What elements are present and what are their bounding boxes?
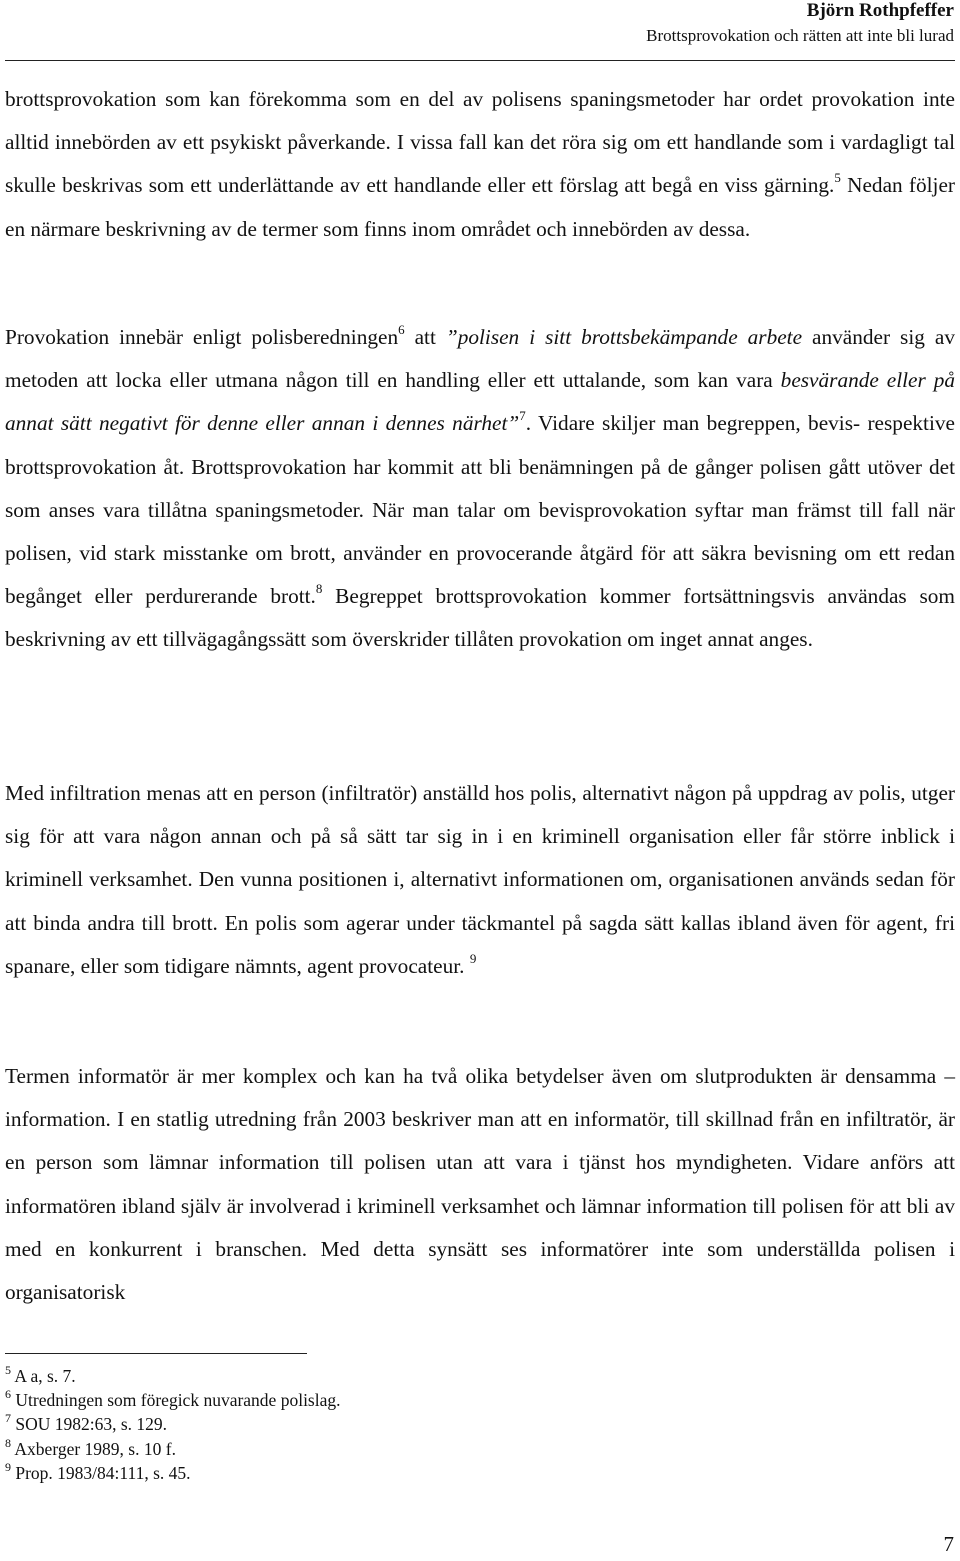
paragraph-4: [5, 1055, 955, 1314]
page-number: 7: [943, 1532, 954, 1556]
paragraph-text: Begreppet brottsprovokation kommer fortsättningsvis användas som beskrivning av ett tillvägagångssätt som överskrider tillåten provokation om inget annat anges.: [5, 584, 955, 652]
page-header: [646, 0, 954, 46]
paragraph-2: [5, 316, 955, 662]
footnote-text: SOU 1982:63, s. 129.: [15, 1414, 168, 1435]
footnote-number: 9: [5, 1459, 11, 1474]
paragraph-3: [5, 772, 955, 988]
footnote-text: Utredningen som föregick nuvarande polislag.: [15, 1390, 341, 1411]
paragraph-text: Provokation innebär enligt polisberedningen: [5, 325, 399, 349]
footnote-ref[interactable]: 6: [398, 322, 405, 337]
footnote: [5, 1437, 341, 1461]
quote-text: ”polisen i sitt brottsbekämpande arbete: [445, 325, 803, 349]
paragraph-text: brottsprovokation som kan förekomma som en del av polisens spaningsmetoder har ordet provokation inte alltid innebörden av ett psykiskt påverkande. I vissa fall kan det röra sig om ett handlande som i vardagligt tal skulle beskrivas som ett underlättande av ett handlande eller ett förslag att begå en viss gärning.: [5, 87, 955, 198]
footnote-number: 7: [5, 1411, 11, 1426]
quote-text: besvärande eller på annat sätt negativt för denne eller annan i dennes närhet”: [5, 368, 955, 436]
footnote-ref[interactable]: 5: [834, 170, 841, 186]
header-divider: [5, 60, 955, 61]
paragraph-text: Med infiltration menas att en person (infiltratör) anställd hos polis, alternativt någon på uppdrag av polis, utger sig för att vara någon annan och på så sätt tar sig in i en kriminell organisation eller får större inblick i kriminell verksamhet. Den vunna positionen i, alternativt informationen om, organisationen används sedan för att binda andra till brott. En polis som agerar under täckmantel på sagda sätt kallas ibland även för agent, fri spanare, eller som tidigare nämnts, agent provocateur.: [5, 781, 955, 978]
paragraph-1: [5, 78, 955, 251]
footnote-divider: [5, 1353, 307, 1354]
footnotes: [5, 1364, 341, 1485]
footnote-number: 8: [5, 1435, 11, 1450]
footnote-number: 6: [5, 1387, 11, 1402]
header-author: Björn Rothpfeffer: [806, 0, 954, 21]
footnote-text: A a, s. 7.: [14, 1366, 76, 1386]
footnote-text: Prop. 1983/84:111, s. 45.: [15, 1462, 191, 1483]
paragraph-text: Termen informatör är mer komplex och kan ha två olika betydelser även om slutprodukten är densamma – information. I en statlig utredning från 2003 beskriver man att en informatör, till skillnad från en infiltratör, är en person som lämnar information till polisen utan att vara i tjänst hos myndigheten. Vidare anförs att informatören ibland själv är involverad i kriminell verksamhet och lämnar information till polisen för att bli av med en konkurrent i branschen. Med detta synsätt ses informatörer inte som underställda polisen i organisatorisk: [5, 1064, 955, 1305]
footnote-ref[interactable]: 9: [469, 950, 477, 966]
paragraph-text: . Vidare skiljer man begreppen, bevis- respektive brottsprovokation åt. Brottsprovokation har kommit att bli benämningen på de gånger polisen gått utöver det som anses vara tillåtna spaningsmetoder. När man talar om bevisprovokation syftar man främst till fall när polisen, vid stark misstanke om brott, använder en provocerande åtgärd för att säkra bevisning om ett redan begånget eller perdurerande brott.: [5, 411, 955, 609]
footnote-number: 5: [5, 1363, 11, 1377]
footnote: [5, 1461, 341, 1485]
paragraph-text: använder sig av metoden att locka eller utmana någon till en handling eller ett uttalande, som kan vara: [5, 325, 955, 393]
header-title: Brottsprovokation och rätten att inte bli lurad: [646, 26, 954, 45]
footnote-ref[interactable]: 7: [519, 408, 526, 424]
footnote-ref[interactable]: 8: [315, 581, 323, 597]
footnote-text: Axberger 1989, s. 10 f.: [14, 1438, 176, 1459]
paragraph-text: att: [404, 325, 446, 349]
footnote: [5, 1388, 341, 1412]
footnote: [5, 1364, 341, 1388]
footnote: [5, 1412, 341, 1436]
paragraph-text: Nedan följer en närmare beskrivning av de termer som finns inom området och innebörden av dessa.: [5, 173, 955, 241]
